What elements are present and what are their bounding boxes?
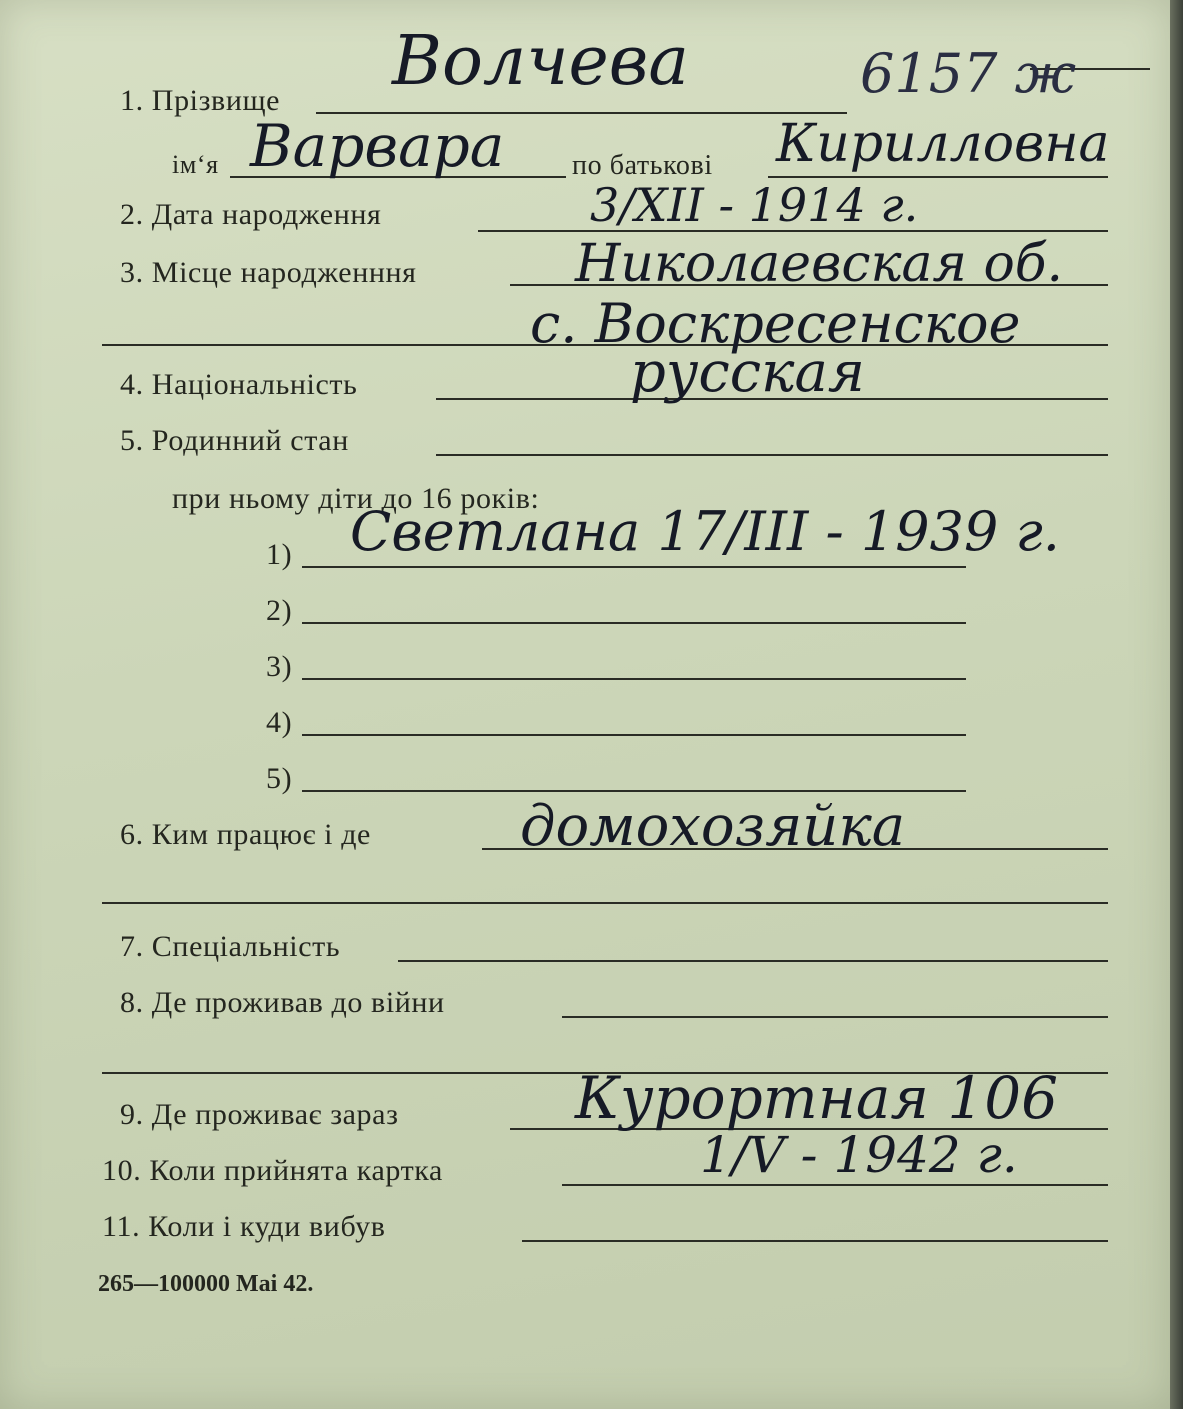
- line-speciality: [398, 960, 1108, 962]
- label-nationality: 4. Національність: [120, 368, 358, 401]
- line-card-accepted: [562, 1184, 1108, 1186]
- line-family-status: [436, 454, 1108, 456]
- handwritten-first-name: Варвара: [250, 112, 505, 180]
- label-prewar-residence: 8. Де проживав до війни: [120, 986, 445, 1019]
- print-footer: 265—100000 Маі 42.: [98, 1271, 314, 1297]
- label-children: при ньому діти до 16 років:: [172, 482, 540, 515]
- line-child-4: [302, 734, 966, 736]
- label-current-residence: 9. Де проживає зараз: [120, 1098, 399, 1131]
- label-first-name: ім‘я: [172, 150, 219, 179]
- handwritten-nationality: русская: [630, 340, 865, 405]
- handwritten-patronymic: Кирилловна: [776, 114, 1110, 174]
- line-child-3: [302, 678, 966, 680]
- label-birth-place: 3. Місце народженння: [120, 256, 417, 289]
- line-child-5: [302, 790, 966, 792]
- handwritten-birth-place-line1: Николаевская об.: [575, 234, 1064, 294]
- label-child-4: 4): [266, 706, 293, 739]
- label-patronymic: по батькові: [572, 150, 713, 181]
- label-departed: 11. Коли і куди вибув: [102, 1210, 386, 1243]
- handwritten-child-1: Светлана 17/III - 1939 г.: [350, 500, 1060, 563]
- line-departed: [522, 1240, 1108, 1242]
- line-child-2: [302, 622, 966, 624]
- handwritten-current-residence: Курортная 106: [575, 1064, 1059, 1132]
- handwritten-card-number: 6157 ж: [860, 42, 1076, 105]
- label-occupation: 6. Ким працює і де: [120, 818, 371, 851]
- label-child-5: 5): [266, 762, 293, 795]
- label-birth-date: 2. Дата народження: [120, 198, 382, 231]
- label-family-status: 5. Родинний стан: [120, 424, 349, 457]
- handwritten-occupation: домохозяйка: [520, 794, 906, 859]
- handwritten-birth-date: 3/XII - 1914 г.: [590, 178, 919, 232]
- line-child-1: [302, 566, 966, 568]
- label-speciality: 7. Спеціальність: [120, 930, 341, 963]
- handwritten-surname: Волчева: [392, 22, 689, 101]
- line-occupation-2: [102, 902, 1108, 904]
- handwritten-birth-place-line2: с. Воскресенское: [530, 292, 1021, 355]
- line-prewar-residence-1: [562, 1016, 1108, 1018]
- label-child-1: 1): [266, 538, 293, 571]
- card-edge-shadow: [1170, 0, 1183, 1409]
- label-child-3: 3): [266, 650, 293, 683]
- handwritten-card-date: 1/V - 1942 г.: [700, 1126, 1018, 1184]
- label-surname: 1. Прізвище: [120, 84, 281, 117]
- label-card-accepted: 10. Коли прийнята картка: [102, 1154, 443, 1187]
- label-child-2: 2): [266, 594, 293, 627]
